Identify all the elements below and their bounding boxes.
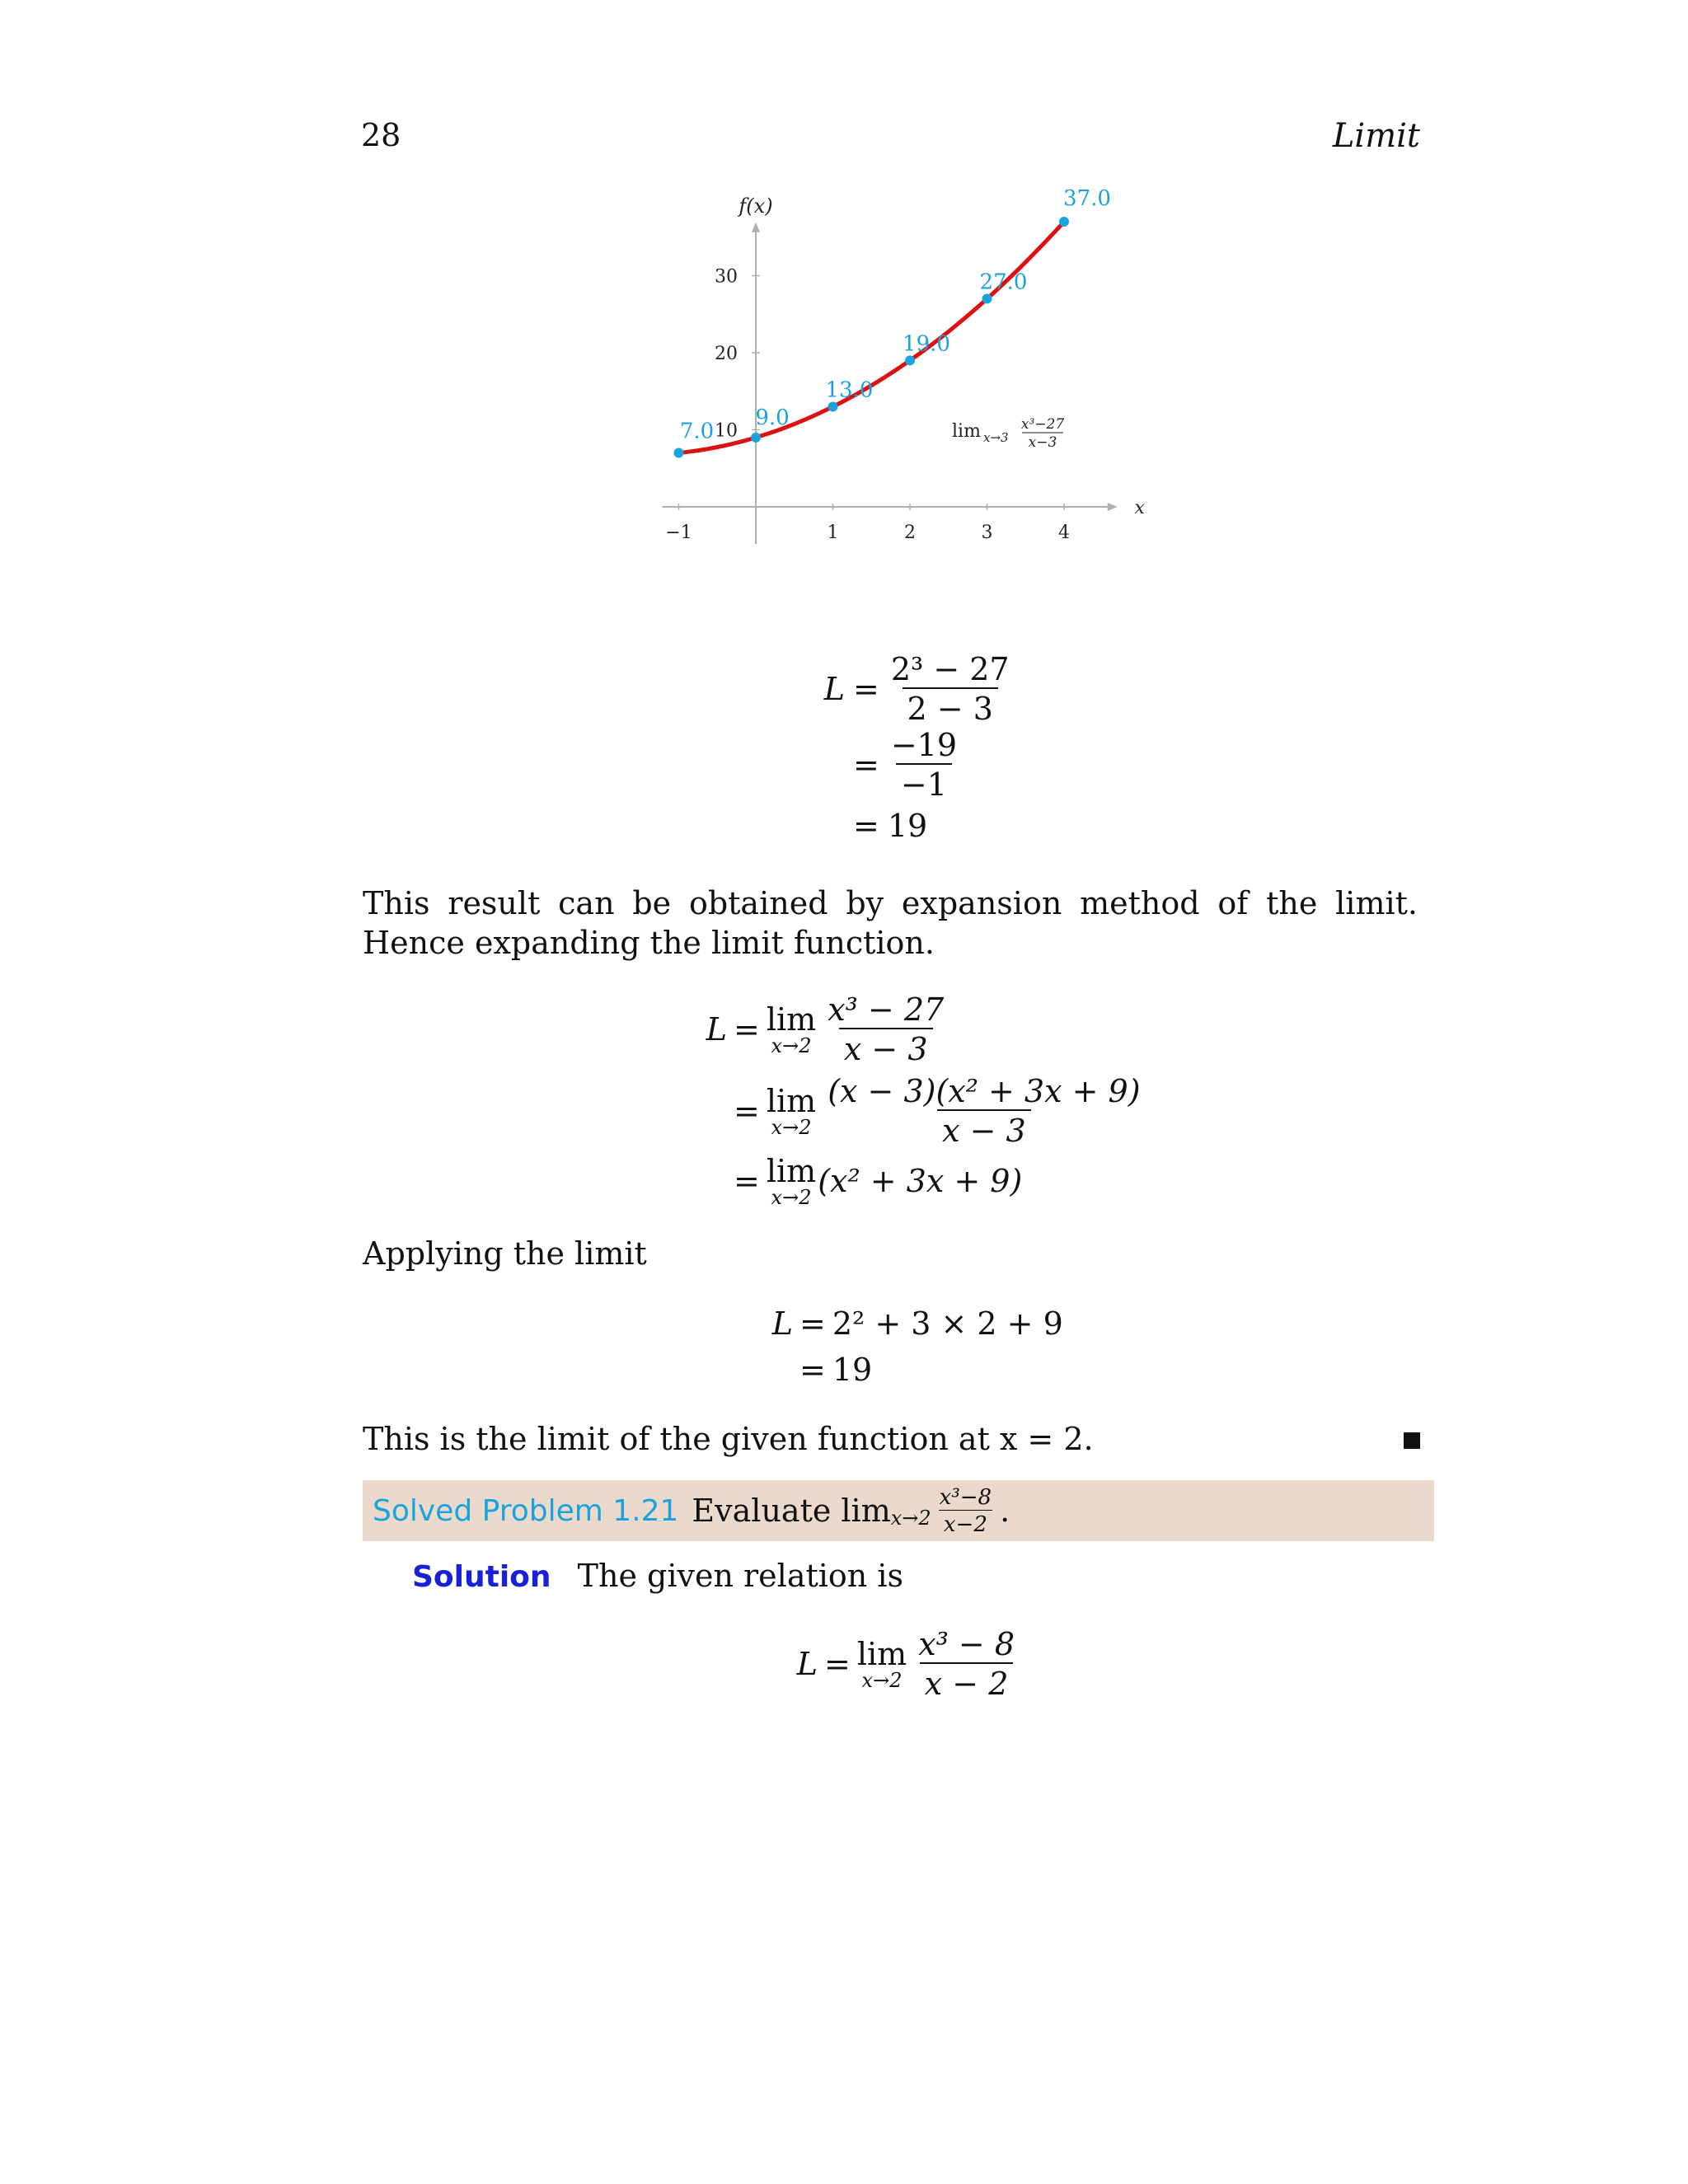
equation-block-1 — [804, 651, 1021, 849]
eq1-denominator-2: −1 — [896, 763, 952, 803]
data-point — [905, 355, 915, 365]
problem-box — [363, 1480, 1434, 1541]
problem-lim-sub: x→2 — [890, 1507, 931, 1530]
data-point — [674, 448, 684, 458]
y-axis-label: f(x) — [738, 194, 773, 218]
data-point — [751, 433, 761, 443]
eq3-L: L — [771, 1305, 793, 1342]
problem-end: . — [1000, 1493, 1010, 1529]
eq1-fraction-2 — [886, 727, 962, 803]
eq1-equals: = — [853, 671, 879, 707]
x-tick-label: 1 — [827, 523, 839, 543]
paragraph-conclusion: This is the limit of the given function at x = 2. — [363, 1421, 1094, 1457]
data-point — [1059, 217, 1069, 227]
equation-block-3 — [760, 1301, 1063, 1393]
solution-text: The given relation is — [577, 1558, 903, 1594]
data-label: 13.0 — [825, 377, 874, 403]
problem-fraction: $\frac{\text{x³−8}}{x-2}$ — [939, 1484, 992, 1537]
qed-square-icon — [1404, 1432, 1420, 1449]
eq2-result: (x² + 3x + 9) — [818, 1163, 1023, 1199]
annotation-lim: lim — [952, 421, 981, 442]
eq2-lim-3: lim x→2 — [766, 1153, 817, 1209]
problem-label: Solved Problem 1.21 — [373, 1493, 679, 1528]
data-label: 27.0 — [979, 269, 1028, 295]
eq3-equals-2: = — [799, 1352, 826, 1388]
eq1-fraction-1 — [886, 651, 1015, 727]
paragraph-expansion: This result can be obtained by expansion method of the limit. Hence expanding the limit function. — [363, 885, 1418, 961]
eq3-result: 19 — [832, 1352, 873, 1388]
annotation-denominator: x−3 — [1028, 434, 1057, 451]
x-tick-label: −1 — [665, 523, 692, 543]
eq1-L: L — [823, 671, 845, 707]
eq1-result: 19 — [887, 808, 928, 844]
problem-text: Evaluate lim — [692, 1493, 891, 1529]
solution-label: Solution — [412, 1560, 551, 1594]
solution-line — [412, 1558, 903, 1594]
eq1-numerator-1: 2³ − 27 — [890, 651, 1010, 687]
page-number: 28 — [361, 117, 401, 153]
equation-block-4 — [785, 1624, 1026, 1704]
eq4-lim: lim x→2 — [856, 1636, 907, 1692]
data-label: 19.0 — [903, 331, 950, 357]
annotation-sub: x→3 — [983, 430, 1009, 445]
running-head: Limit — [1332, 117, 1420, 155]
eq4-fraction: $\frac{\text{x³ − 8}}{x - 2}$ — [918, 1626, 1015, 1702]
data-point — [982, 294, 992, 304]
x-tick-label: 3 — [981, 523, 993, 543]
eq2-equals-2: = — [734, 1093, 760, 1129]
paragraph-applying: Applying the limit — [363, 1235, 647, 1272]
y-tick-label: 20 — [715, 344, 738, 364]
x-tick-label: 4 — [1058, 523, 1070, 543]
eq2-fraction-2: $\frac{\text{(x − 3)(x² + 3x + 9)}}{x - 3}$ — [828, 1073, 1141, 1149]
chart — [643, 177, 1154, 556]
x-axis-arrow — [1108, 503, 1118, 511]
eq4-equals: = — [824, 1646, 851, 1682]
eq3-equals-1: = — [799, 1305, 826, 1342]
function-curve — [679, 222, 1065, 452]
eq1-equals-2: = — [853, 747, 879, 783]
y-tick-label: 10 — [715, 420, 738, 442]
data-label: 7.0 — [679, 419, 715, 444]
eq2-lim-1: lim x→2 — [766, 1001, 817, 1057]
data-label: 9.0 — [755, 405, 790, 430]
data-point — [828, 401, 838, 411]
eq3-expression: 2² + 3 × 2 + 9 — [832, 1305, 1063, 1342]
x-axis-label: x — [1134, 498, 1145, 518]
data-label: 37.0 — [1063, 186, 1111, 212]
x-tick-label: 2 — [904, 523, 916, 543]
annotation-numerator: x³−27 — [1020, 416, 1065, 433]
eq1-numerator-2: −19 — [890, 727, 958, 763]
eq2-fraction-1: $\frac{\text{x³ − 27}}{x - 3}$ — [828, 991, 945, 1067]
equation-block-2 — [686, 989, 1152, 1210]
eq2-equals-3: = — [734, 1163, 760, 1199]
y-axis-arrow — [752, 223, 760, 232]
eq2-lim-2: lim x→2 — [766, 1083, 817, 1139]
eq1-denominator-1: 2 − 3 — [903, 687, 998, 727]
eq4-L: L — [796, 1646, 818, 1682]
eq2-L: L — [706, 1011, 727, 1047]
eq1-equals-3: = — [853, 808, 879, 844]
y-tick-label: 30 — [715, 266, 738, 288]
eq2-equals-1: = — [734, 1011, 760, 1047]
